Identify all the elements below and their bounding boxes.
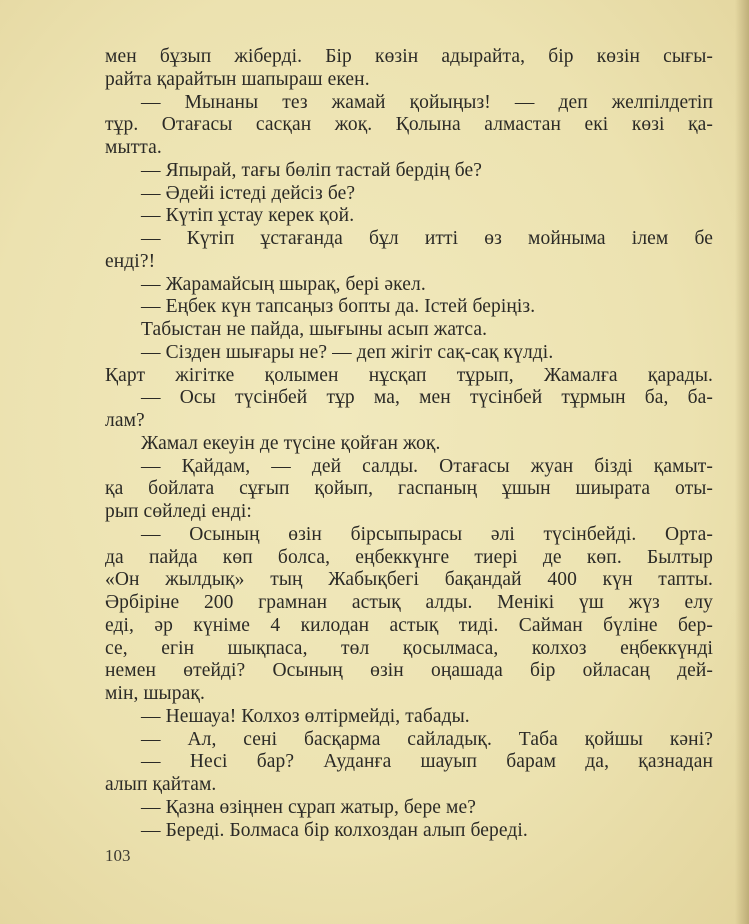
text-line: — Қазна өзіңнен сұрап жатыр, бере ме? [141,796,476,818]
text-line: мін, шырақ. [105,683,205,704]
text-line: — Нешауа! Колхоз өлтірмейді, табады. [141,705,470,727]
page-edge-shadow [735,0,749,924]
text-line: — Күтіп ұстағанда бұл итті өз мойныма ілем бе [141,228,713,249]
text-line: мытта. [105,137,162,158]
text-line: — Әдейі істеді дейсіз бе? [141,182,356,204]
text-line: — Береді. Болмаса бір колхоздан алып береді. [141,819,528,841]
text-line: тұр. Отағасы сасқан жоқ. Қолына алмастан екі көзі қа- [105,114,713,136]
text-line: — Осының өзін бірсыпырасы әлі түсінбейді. Орта- [141,523,713,545]
text-line: се, егін шықпаса, төл қосылмаса, колхоз еңбеккүнді [105,637,713,659]
text-line: — Несі бар? Ауданға шауып барам да, қазнадан [141,751,713,773]
text-line: — Қайдам, — дей салды. Отағасы жуан бізді қамыт- [141,455,713,477]
text-line: — Япырай, тағы бөліп тастай бердің бе? [141,159,483,181]
text-line: Әрбіріне 200 грамнан астық алды. Менікі үш жүз елу [105,592,713,613]
text-line: Жамал екеуін де түсіне қойған жоқ. [141,432,441,454]
text-line: — Ал, сені басқарма сайладық. Таба қойшы кәні? [141,728,713,750]
text-line: мен бұзып жіберді. Бір көзін адырайта, бір көзін сығы- [105,46,713,67]
text-line: еді, әр күніме 4 килодан астық тиді. Сайман бүліне бер- [105,614,713,636]
text-line: райта қарайтын шапыраш екен. [105,68,370,90]
text-line: — Осы түсінбей тұр ма, мен түсінбей тұрмын ба, ба- [141,387,713,409]
text-line: — Еңбек күн тапсаңыз бопты да. Істей беріңіз. [141,296,536,318]
text-line: да пайда көп болса, еңбеккүнге тиері де көп. Былтыр [105,546,713,568]
text-line: — Күтіп ұстау керек қой. [141,205,355,227]
text-line: «Он жылдық» тың Жабықбегі бақандай 400 күн тапты. [105,569,713,591]
page-number: 103 [105,846,131,865]
text-line: рып сөйледі енді: [105,501,252,522]
text-line: — Жарамайсың шырақ, бері әкел. [141,273,426,295]
text-line: алып қайтам. [105,774,217,795]
text-line: Қарт жігітке қолымен нұсқап тұрып, Жамалға қарады. [105,364,713,386]
text-line: Табыстан не пайда, шығыны асып жатса. [141,319,488,340]
text-line: енді?! [105,250,156,272]
book-page-text [105,46,713,842]
text-line: лам? [105,410,145,431]
text-line: — Сізден шығары не? — деп жігіт сақ-сақ күлді. [141,341,554,363]
text-line: қа бойлата сұғып қойып, гаспаның ұшын шиырата оты- [105,478,713,500]
text-line: — Мынаны тез жамай қойыңыз! — деп желпілдетіп [141,91,713,113]
text-line: немен өтейді? Осының өзін оңашада бір ойласаң дей- [105,660,713,682]
